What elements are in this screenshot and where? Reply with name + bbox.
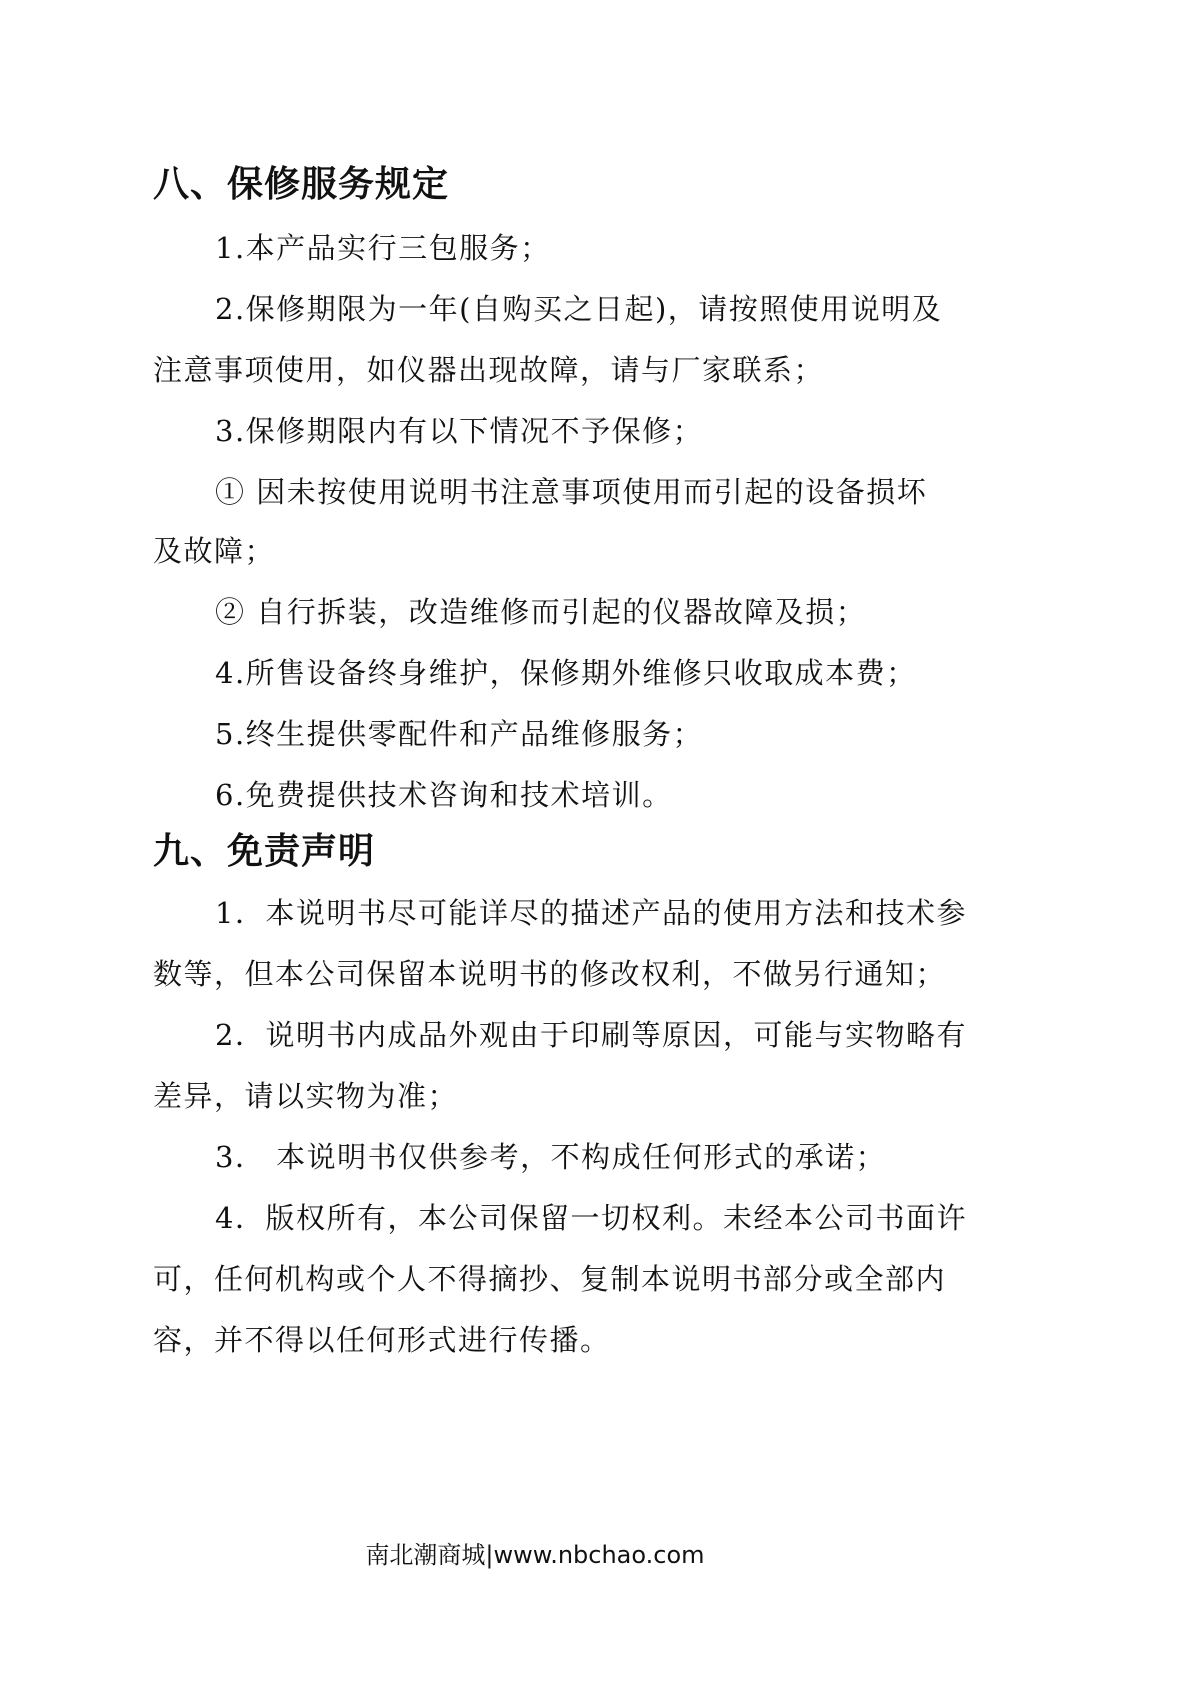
disclaimer-item-1-cont: 数等，但本公司保留本说明书的修改权利，不做另行通知； <box>153 957 947 991</box>
warranty-item-6: 6.免费提供技术咨询和技术培训。 <box>215 778 673 812</box>
warranty-item-5: 5.终生提供零配件和产品维修服务； <box>215 717 704 751</box>
warranty-item-2: 2.保修期限为一年(自购买之日起)，请按照使用说明及 <box>215 292 943 326</box>
warranty-exclusion-1: ① 因未按使用说明书注意事项使用而引起的设备损坏 <box>215 475 928 509</box>
disclaimer-item-4-cont2: 容，并不得以任何形式进行传播。 <box>153 1323 611 1357</box>
warranty-item-2-cont: 注意事项使用，如仪器出现故障，请与厂家联系； <box>153 353 825 387</box>
warranty-item-3: 3.保修期限内有以下情况不予保修； <box>215 414 704 448</box>
warranty-exclusion-2: ② 自行拆装，改造维修而引起的仪器故障及损； <box>215 595 867 629</box>
footer-watermark: 南北潮商城|www.nbchao.com <box>365 1541 705 1569</box>
disclaimer-item-4-cont: 可，任何机构或个人不得摘抄、复制本说明书部分或全部内 <box>153 1262 947 1296</box>
section-heading-warranty: 八、保修服务规定 <box>153 164 450 205</box>
disclaimer-item-2-cont: 差异，请以实物为准； <box>153 1079 459 1113</box>
warranty-item-1: 1.本产品实行三包服务； <box>215 231 551 265</box>
section-heading-disclaimer: 九、免责声明 <box>153 831 376 872</box>
disclaimer-item-4: 4．版权所有，本公司保留一切权利。未经本公司书面许 <box>215 1201 967 1235</box>
disclaimer-item-2: 2．说明书内成品外观由于印刷等原因，可能与实物略有 <box>215 1018 967 1052</box>
warranty-item-4: 4.所售设备终身维护，保修期外维修只收取成本费； <box>215 656 917 690</box>
disclaimer-item-3: 3． 本说明书仅供参考，不构成任何形式的承诺； <box>215 1140 887 1174</box>
warranty-exclusion-1-cont: 及故障； <box>153 534 276 568</box>
disclaimer-item-1: 1．本说明书尽可能详尽的描述产品的使用方法和技术参 <box>215 896 967 930</box>
